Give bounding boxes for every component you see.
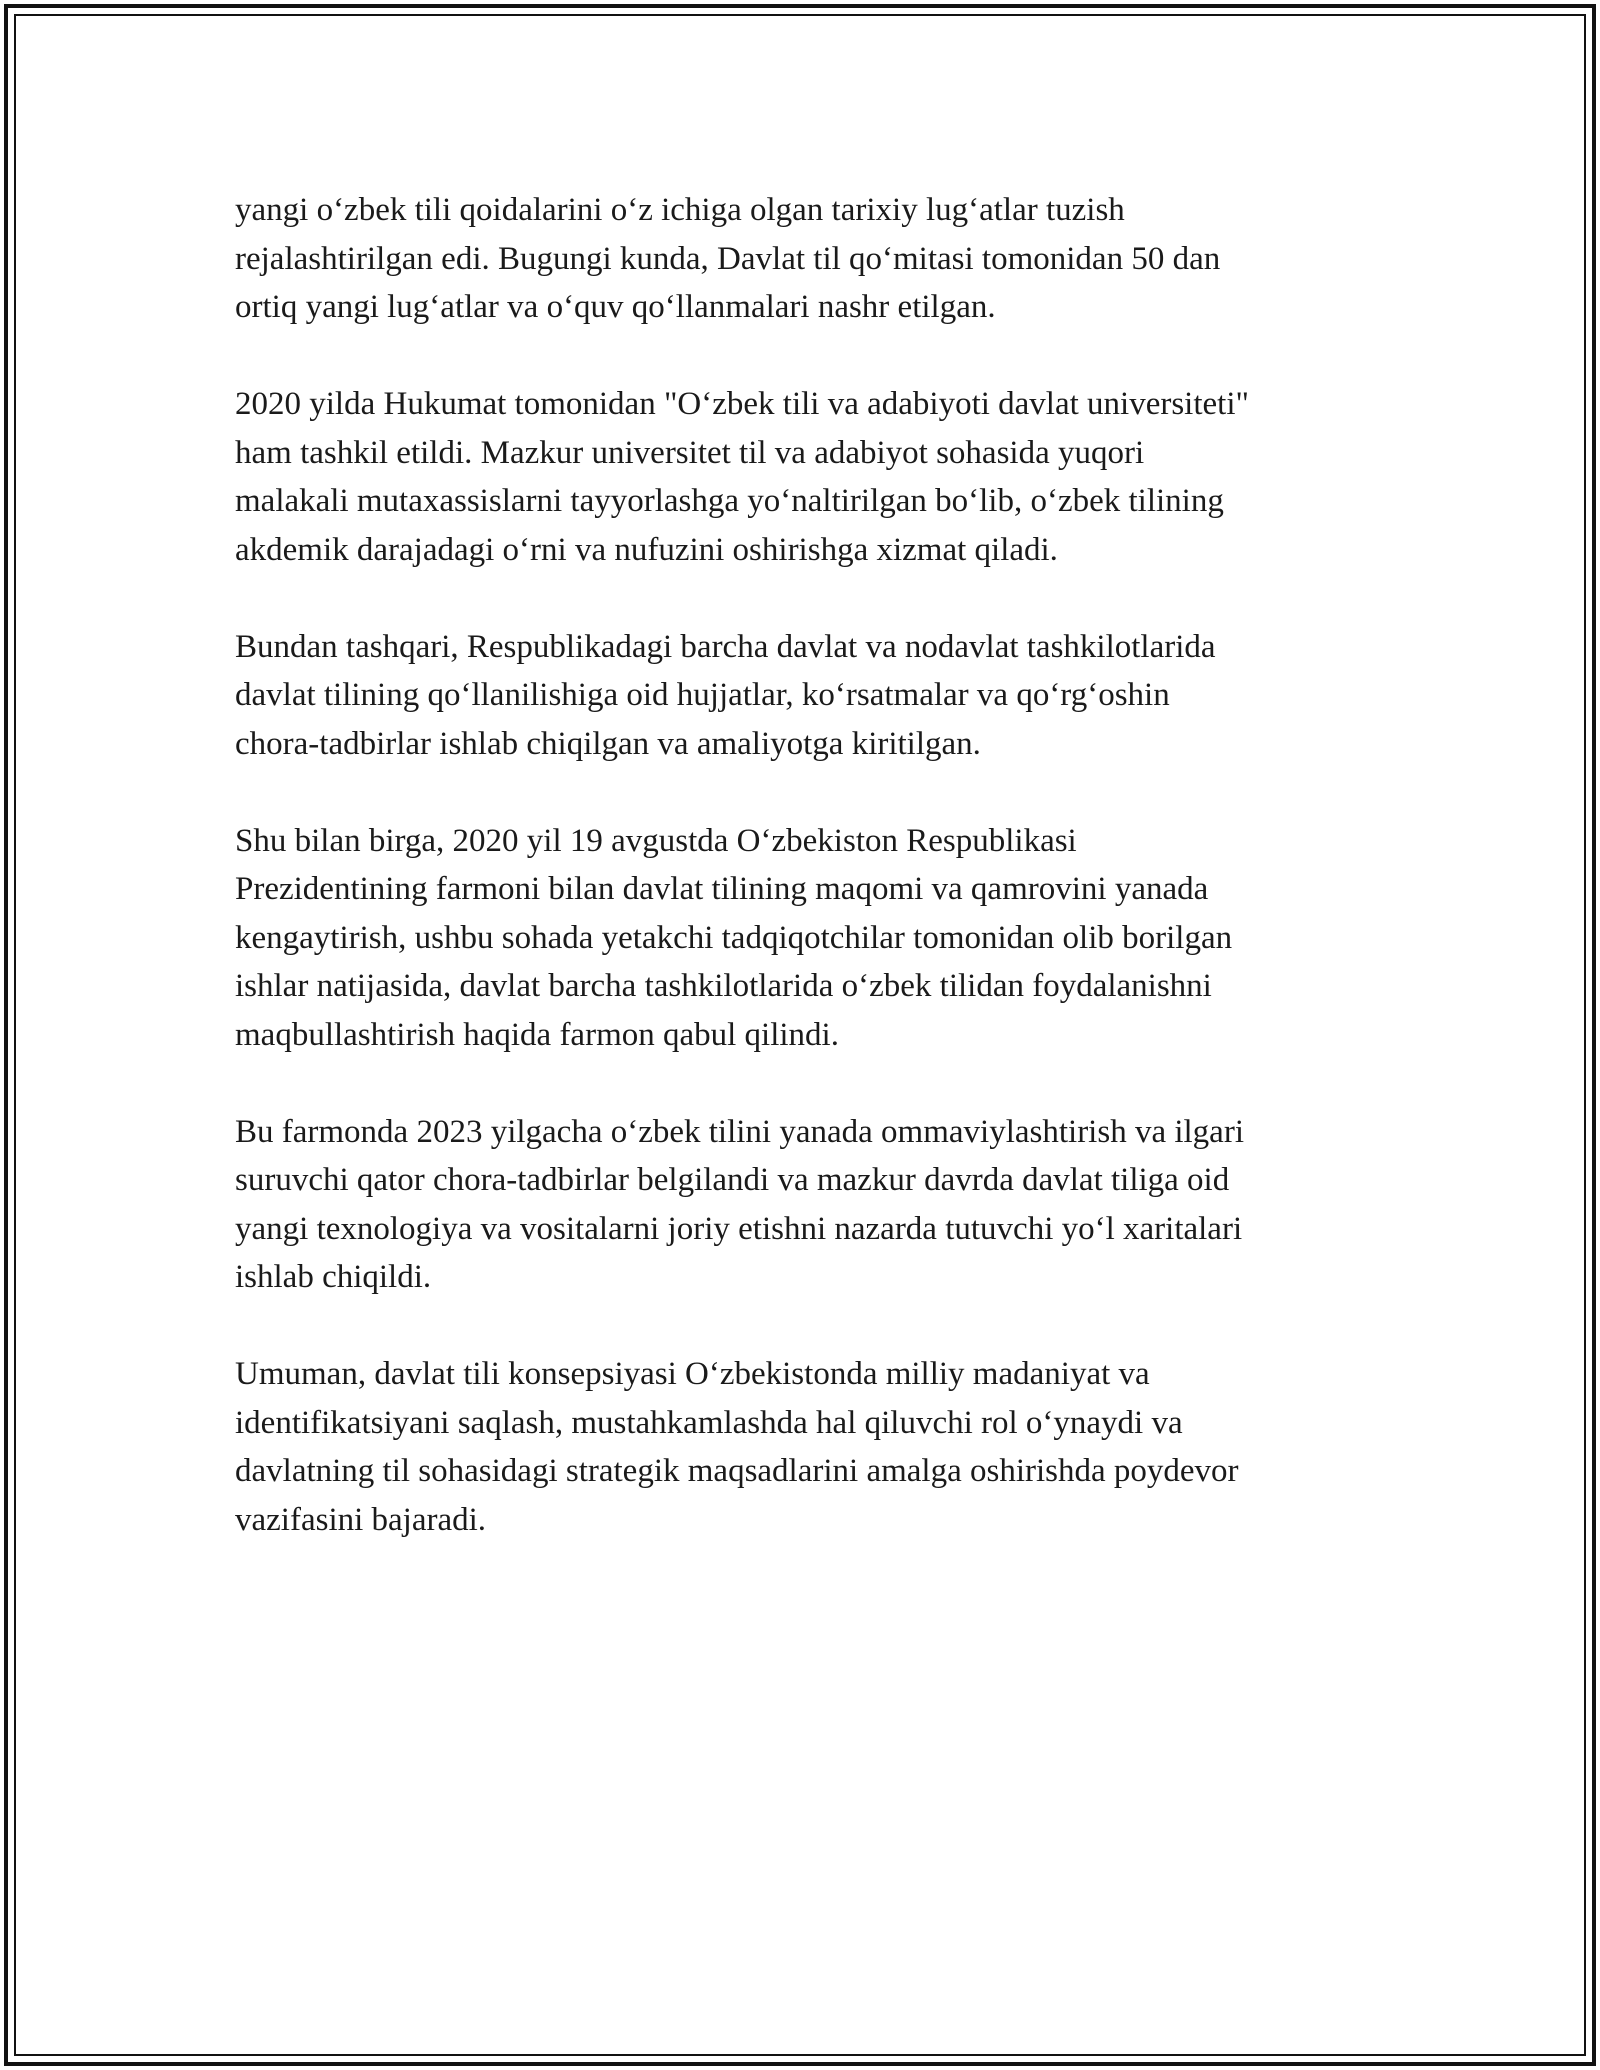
paragraph-organizations: Bundan tashqari, Respublikadagi barcha davlat va nodavlat tashkilotlarida davlat tilining qoʻllanilishiga oid hujjatlar, koʻrsatmalar va qoʻrgʻoshin chora-tadbirlar ishlab chiqilgan va amaliyotga kiritilgan. [235, 628, 1216, 762]
paragraph-conclusion: Umuman, davlat tili konsepsiyasi Oʻzbekistonda milliy madaniyat va identifikatsiyani saqlash, mustahkamlashda hal qiluvchi rol oʻynaydi va davlatning til sohasidagi strategik maqsadlarini amalga oshirishda poydevor vazifasini bajaradi. [235, 1356, 1239, 1538]
paragraph-roadmaps: Bu farmonda 2023 yilgacha oʻzbek tilini yanada ommaviylashtirish va ilgari suruvchi qator chora-tadbirlar belgilandi va mazkur davrda davlat tiliga oid yangi texnologiya va vositalarni joriy etishni nazarda tutuvchi yoʻl xaritalari ishlab chiqildi. [235, 1113, 1244, 1295]
paragraph-dictionaries: yangi oʻzbek tili qoidalarini oʻz ichiga olgan tarixiy lugʻatlar tuzish rejalashtirilgan edi. Bugungi kunda, Davlat til qoʻmitasi tomonidan 50 dan ortiq yangi lugʻatlar va oʻquv qoʻllanmalari nashr etilgan. [235, 192, 1221, 325]
paragraph-decree: Shu bilan birga, 2020 yil 19 avgustda Oʻzbekiston Respublikasi Prezidentining farmoni bilan davlat tilining maqomi va qamrovini yanada kengaytirish, ushbu sohada yetakchi tadqiqotchilar tomonidan olib borilgan ishlar natijasida, davlat barcha tashkilotlarida oʻzbek tilidan foydalanishni maqbullashtirish haqida farmon qabul qilindi. [235, 822, 1233, 1053]
paragraph-university: 2020 yilda Hukumat tomonidan "Oʻzbek tili va adabiyoti davlat universiteti" ham tashkil etildi. Mazkur universitet til va adabiyot sohasida yuqori malakali mutaxassislarni tayyorlashga yoʻnaltirilgan boʻlib, oʻzbek tilining akdemik darajadagi oʻrni va nufuzini oshirishga xizmat qiladi. [235, 386, 1249, 568]
document-body [235, 186, 1365, 1593]
